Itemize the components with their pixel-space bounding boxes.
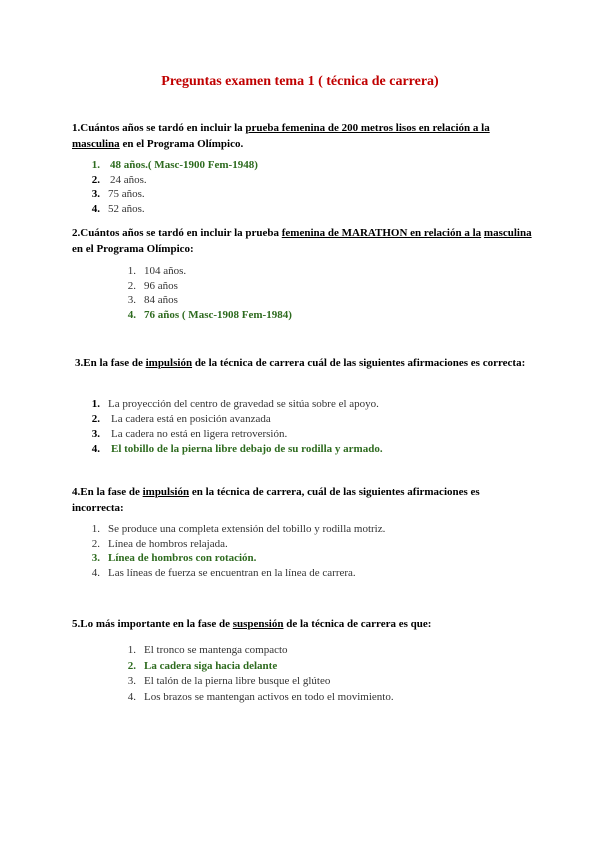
q5-option-1-text: El tronco se mantenga compacto [144, 644, 288, 656]
q3-option-1 [88, 397, 383, 412]
question-1-text-c: en el Programa Olímpico. [119, 138, 244, 150]
q5-option-4 [124, 690, 394, 706]
q4-option-3 [88, 551, 385, 566]
question-1-options [88, 158, 258, 216]
q5-option-4-text: Los brazos se mantengan activos en todo el movimiento. [144, 690, 394, 703]
q5-option-2 [124, 659, 394, 675]
question-4-text-a: 4.En la fase de [72, 486, 143, 498]
q3-option-3-text: La cadera no está en ligera retroversión. [111, 428, 288, 440]
question-1-text-a: 1.Cuántos años se tardó en incluir la [72, 122, 246, 134]
q2-option-2-text: 96 años [144, 279, 178, 292]
question-1-underline-1: prueba femenina de 200 metros lisos en relación a la [245, 122, 490, 134]
q4-option-3-number: 3. [91, 552, 100, 564]
q1-option-1-number: 1. [91, 159, 100, 171]
question-2-text-c: en el Programa Olímpico: [72, 243, 194, 255]
q2-option-3-text: 84 años [144, 294, 178, 306]
question-5-text-a: 5.Lo más importante en la fase de [72, 618, 233, 630]
q1-option-2-text: 24 años. [110, 173, 147, 186]
q4-option-4 [88, 566, 385, 581]
q3-option-4 [88, 442, 383, 457]
q1-option-4 [88, 202, 258, 217]
question-3-options [88, 397, 383, 457]
q5-option-2-text: La cadera siga hacia delante [144, 659, 278, 672]
q5-option-1-number: 1. [127, 644, 136, 656]
q2-option-4 [124, 308, 292, 323]
q1-option-3 [88, 187, 258, 202]
question-2-underline-1: femenina de MARATHON en relación a la [281, 227, 482, 239]
q5-option-2-number: 2. [127, 659, 136, 672]
question-4-text-c: en la técnica de carrera, cuál de las siguientes afirmaciones es incorrecta: [72, 486, 480, 514]
q3-option-2-number: 2. [91, 413, 100, 425]
question-3-text-c: de la técnica de carrera cuál de las siguientes afirmaciones es correcta: [192, 357, 526, 369]
question-2 [72, 225, 532, 257]
q1-option-3-number: 3. [91, 188, 100, 200]
q3-option-1-text: La proyección del centro de gravedad se sitúa sobre el apoyo. [108, 398, 379, 410]
question-4-options [88, 522, 385, 580]
q3-option-3-number: 3. [91, 428, 100, 440]
q2-option-2-number: 2. [127, 279, 136, 292]
q2-option-1-text: 104 años. [144, 265, 187, 277]
q3-option-2-text: La cadera está en posición avanzada [111, 413, 271, 425]
q3-option-1-number: 1. [91, 398, 100, 410]
question-5-options [124, 643, 394, 705]
q4-option-1 [88, 522, 385, 537]
q3-option-3 [88, 427, 383, 442]
q4-option-1-text: Se produce una completa extensión del tobillo y rodilla motriz. [108, 523, 386, 535]
question-4-underline-1: impulsión [142, 486, 190, 498]
q4-option-3-text: Línea de hombros con rotación. [108, 552, 257, 564]
q1-option-4-number: 4. [91, 202, 100, 215]
q1-option-1-text: 48 años.( Masc-1900 Fem-1948) [110, 159, 258, 171]
q3-option-2 [88, 412, 383, 427]
question-1 [72, 120, 532, 152]
q5-option-3-number: 3. [127, 675, 136, 687]
question-5 [72, 616, 532, 632]
q2-option-1-number: 1. [127, 265, 136, 277]
question-5-underline-1: suspensión [232, 618, 284, 630]
q2-option-3-number: 3. [127, 294, 136, 306]
q2-option-2 [124, 279, 292, 294]
question-4 [72, 484, 532, 516]
question-2-text-a: 2.Cuántos años se tardó en incluir la prueba [72, 227, 282, 239]
q3-option-4-number: 4. [91, 443, 100, 455]
q4-option-2-number: 2. [91, 537, 100, 550]
q5-option-1 [124, 643, 394, 659]
question-5-text-c: de la técnica de carrera es que: [283, 618, 432, 630]
q4-option-1-number: 1. [91, 523, 100, 535]
q1-option-3-text: 75 años. [108, 188, 145, 200]
q1-option-4-text: 52 años. [108, 202, 145, 215]
question-2-options [124, 264, 292, 322]
question-2-underline-2: masculina [483, 227, 532, 239]
q4-option-4-number: 4. [91, 566, 100, 579]
q1-option-1 [88, 158, 258, 173]
question-3 [75, 355, 535, 371]
q2-option-3 [124, 293, 292, 308]
q5-option-4-number: 4. [127, 690, 136, 703]
question-3-text-a: 3.En la fase de [75, 357, 146, 369]
q2-option-1 [124, 264, 292, 279]
q3-option-4-text: El tobillo de la pierna libre debajo de su rodilla y armado. [111, 443, 383, 455]
q2-option-4-number: 4. [127, 308, 136, 321]
q5-option-3-text: El talón de la pierna libre busque el glúteo [144, 675, 331, 687]
question-1-underline-2: masculina [72, 138, 120, 150]
page-title: Preguntas examen tema 1 ( técnica de carrera) [161, 74, 439, 89]
q1-option-2 [88, 173, 258, 188]
q4-option-4-text: Las líneas de fuerza se encuentran en la línea de carrera. [108, 566, 356, 579]
q5-option-3 [124, 674, 394, 690]
q4-option-2 [88, 537, 385, 552]
question-3-underline-1: impulsión [145, 357, 193, 369]
q2-option-4-text: 76 años ( Masc-1908 Fem-1984) [144, 308, 292, 321]
q1-option-2-number: 2. [91, 173, 100, 186]
q4-option-2-text: Línea de hombros relajada. [108, 537, 228, 550]
